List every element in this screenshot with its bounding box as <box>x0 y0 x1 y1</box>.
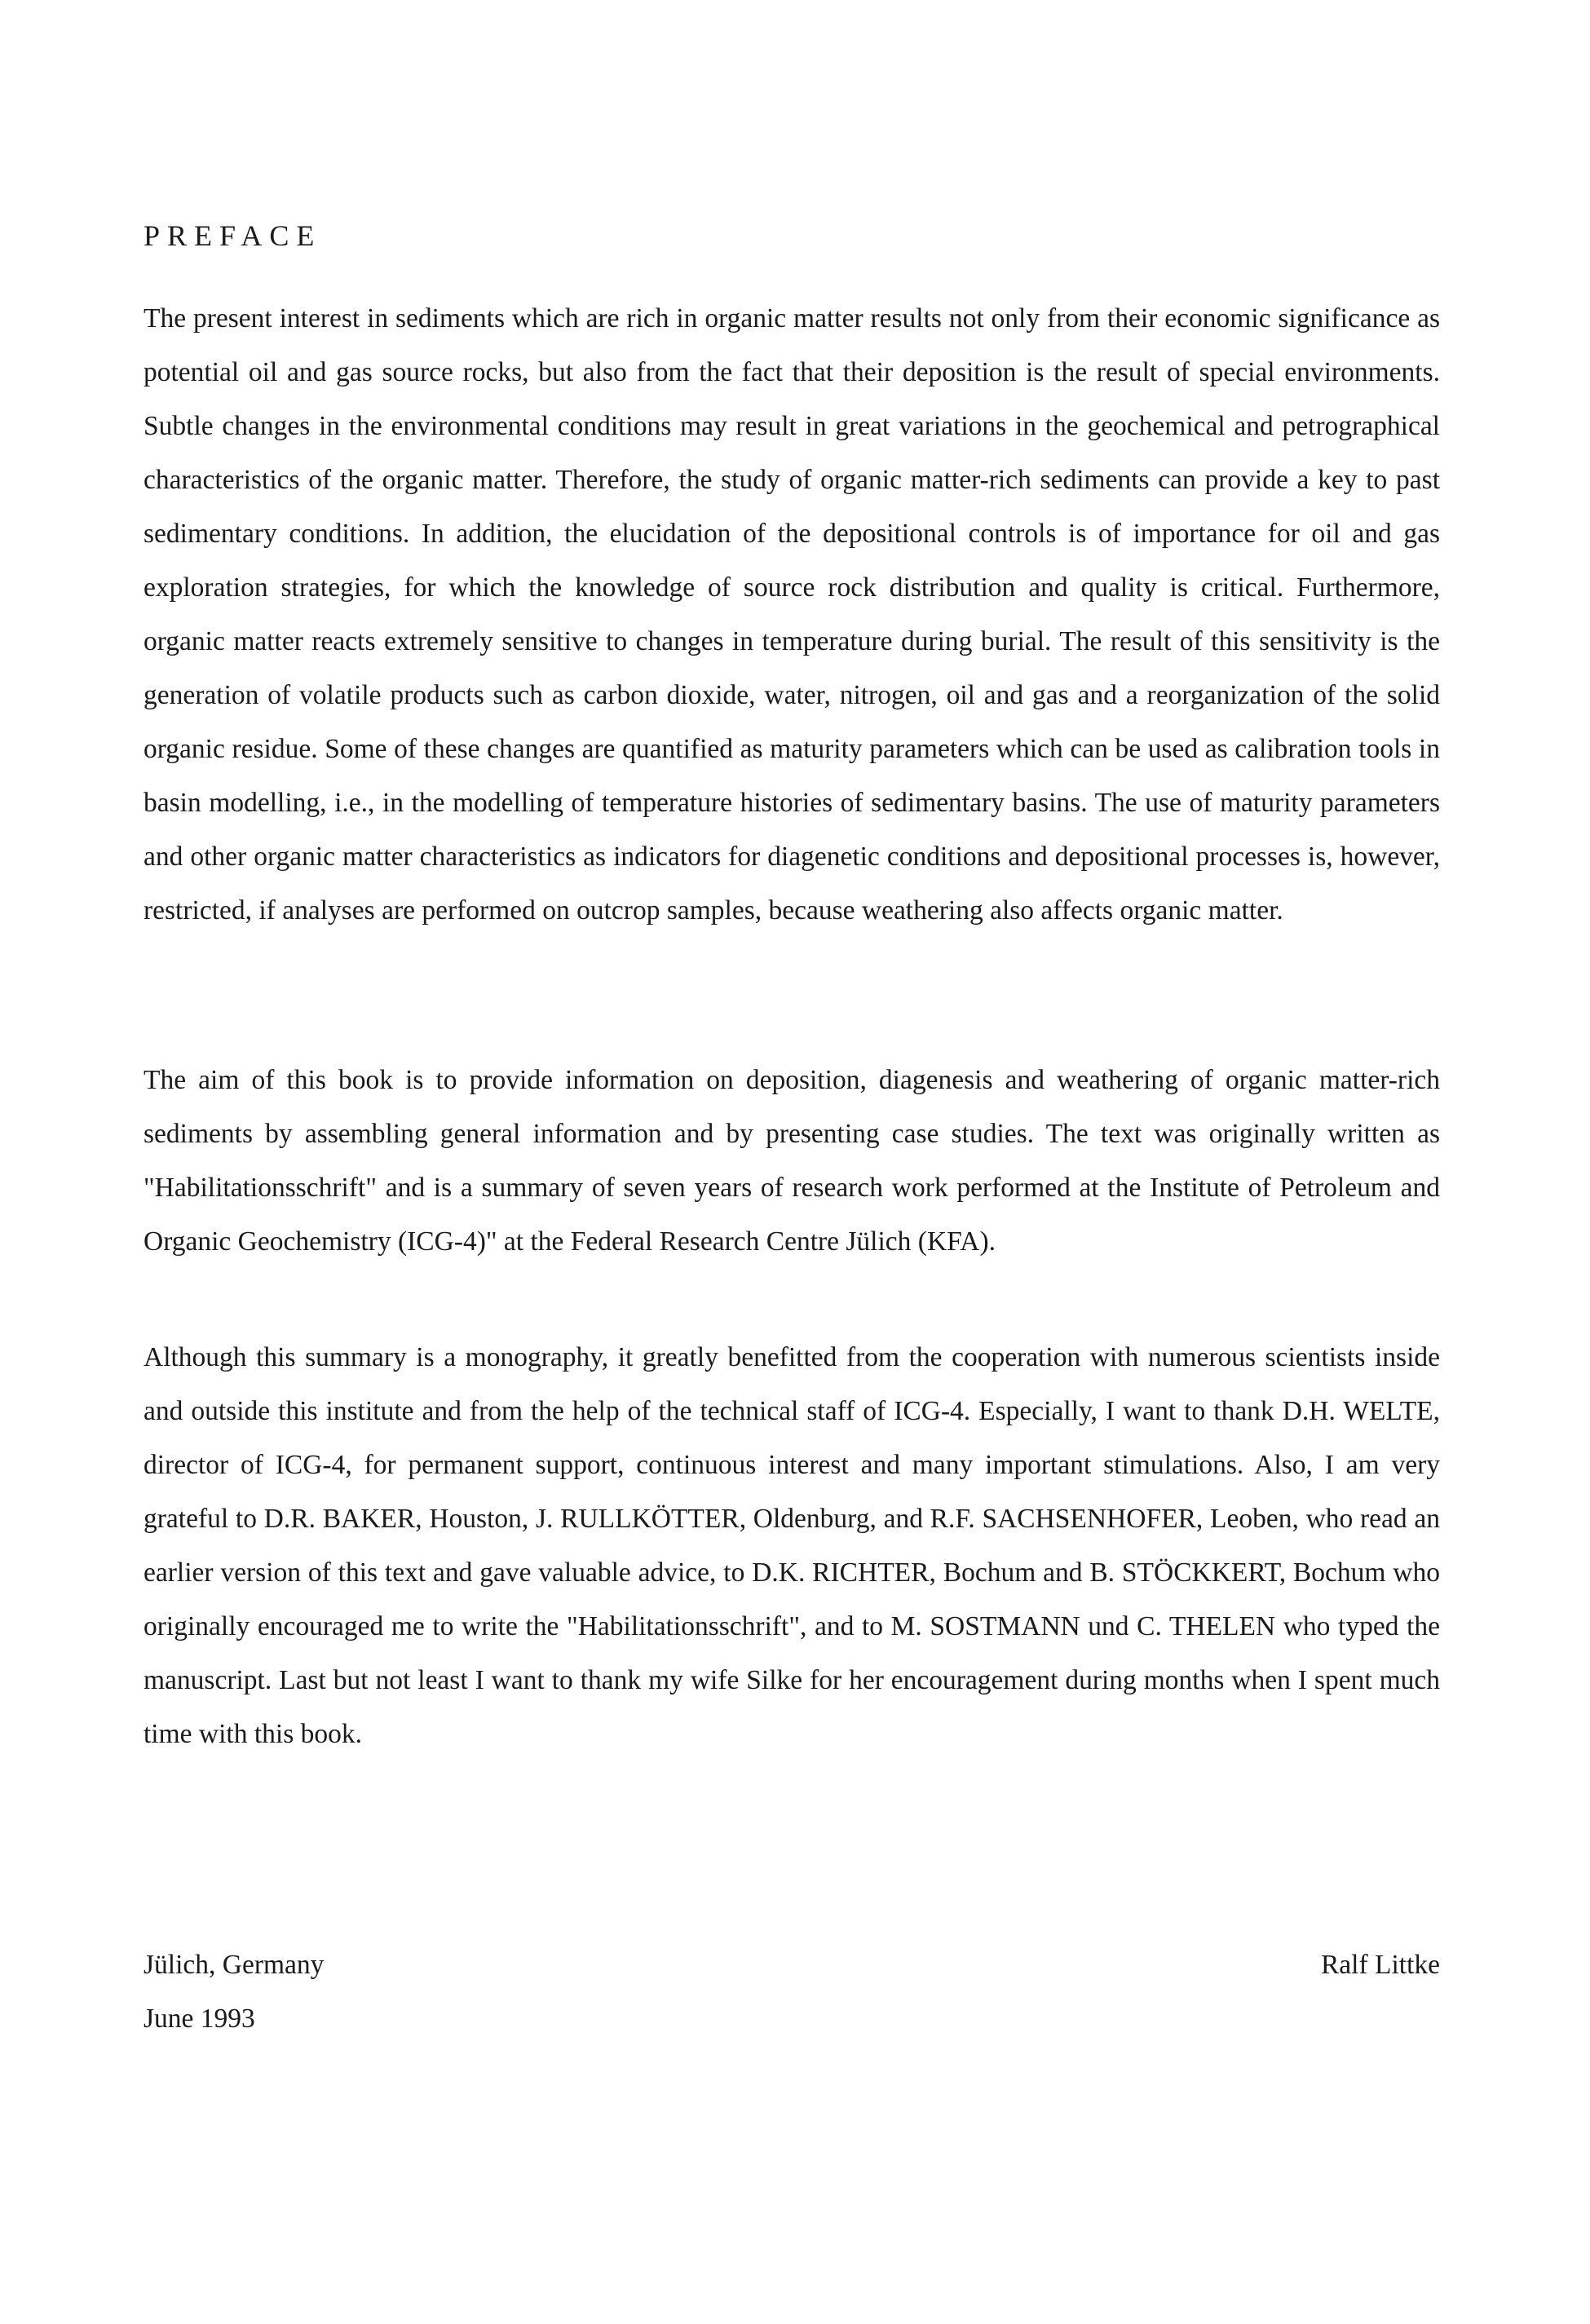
page-title: PREFACE <box>144 219 322 252</box>
paragraph-3: Although this summary is a monography, it greatly benefitted from the cooperation with numerous scientists inside and outside this institute and from the help of the technical staff of ICG-4. Especially, I want to thank D.H. WELTE, director of ICG-4, for permanent support, continuous interest and many important stimulations. Also, I am very grateful to D.R. BAKER, Houston, J. RULLKÖTTER, Oldenburg, and R.F. SACHSENHOFER, Leoben, who read an earlier version of this text and gave valuable advice, to D.K. RICHTER, Bochum and B. STÖCKKERT, Bochum who originally encouraged me to write the "Habilitationsschrift", and to M. SOSTMANN und C. THELEN who typed the manuscript. Last but not least I want to thank my wife Silke for her encouragement during months when I spent much time with this book. <box>144 1342 1440 1749</box>
author-signature <box>1321 1938 1440 1992</box>
place-line: Jülich, Germany <box>144 1950 325 1980</box>
date-line: June 1993 <box>144 2004 255 2034</box>
paragraph-2: The aim of this book is to provide information on deposition, diagenesis and weathering of organic matter-rich sediments by assembling general information and by presenting case studies. The text was originally written as "Habilitationsschrift" and is a summary of seven years of research work performed at the Institute of Petroleum and Organic Geochemistry (ICG-4)" at the Federal Research Centre Jülich (KFA). <box>144 1065 1440 1257</box>
closing-block <box>144 1938 324 2046</box>
paragraph-1: The present interest in sediments which are rich in organic matter results not only from their economic significance as potential oil and gas source rocks, but also from the fact that their deposition is the result of special environments. Subtle changes in the environmental conditions may result in great variations in the geochemical and petrographical characteristics of the organic matter. Therefore, the study of organic matter-rich sediments can provide a key to past sedimentary conditions. In addition, the elucidation of the depositional controls is of importance for oil and gas exploration strategies, for which the knowledge of source rock distribution and quality is critical. Furthermore, organic matter reacts extremely sensitive to changes in temperature during burial. The result of this sensitivity is the generation of volatile products such as carbon dioxide, water, nitrogen, oil and gas and a reorganization of the solid organic residue. Some of these changes are quantified as maturity parameters which can be used as calibration tools in basin modelling, i.e., in the modelling of temperature histories of sedimentary basins. The use of maturity parameters and other organic matter characteristics as indicators for diagenetic conditions and depositional processes is, however, restricted, if analyses are performed on outcrop samples, because weathering also affects organic matter. <box>144 303 1440 926</box>
author-name: Ralf Littke <box>1320 1950 1440 1980</box>
